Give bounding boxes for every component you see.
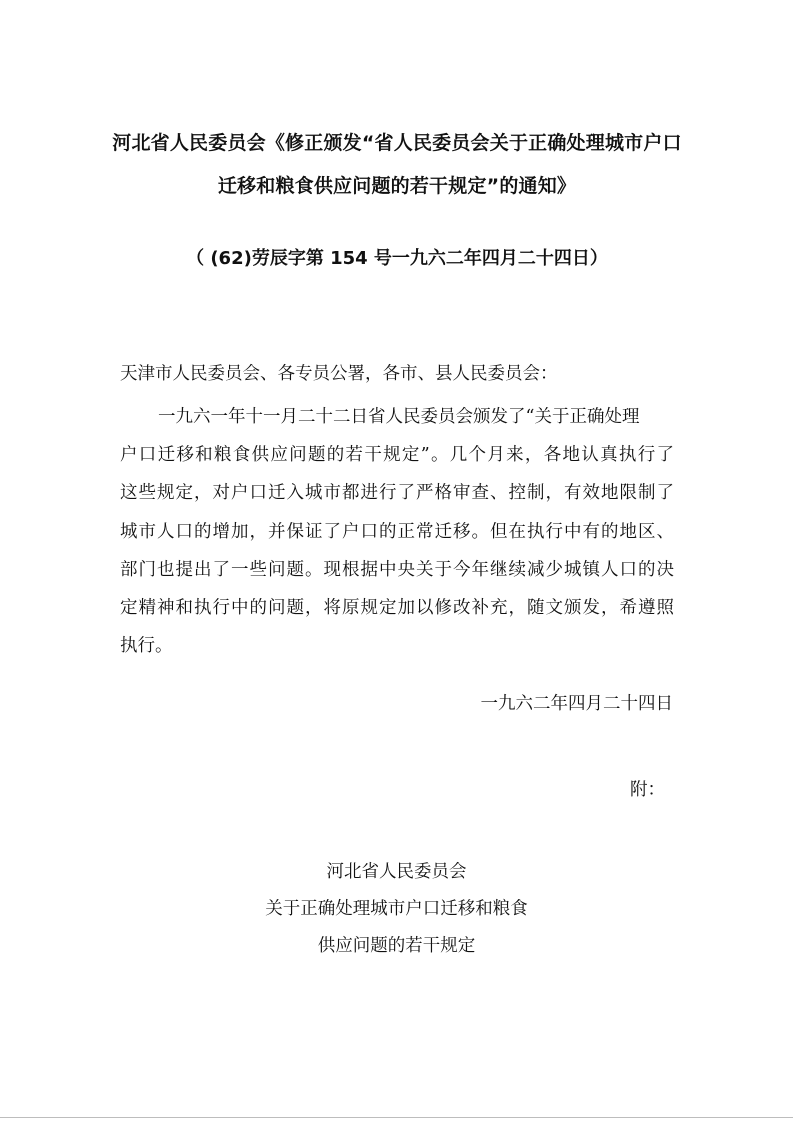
appendix-label: 附： [630, 780, 665, 800]
document-title-line-2: 迁移和粮食供应问题的若干规定”的通知》 [217, 175, 577, 197]
body-paragraph-line: 城市人口的增加，并保证了户口的正常迁移。但在执行中有的地区、 [120, 522, 674, 542]
document-reference-number: （ (62)劳辰字第 154 号一九六二年四月二十四日） [186, 248, 608, 269]
appendix-title-line: 供应问题的若干规定 [317, 936, 476, 956]
body-paragraph-line: 这些规定，对户口迁入城市都进行了严格审查、控制，有效地限制了 [120, 483, 674, 503]
document-title-line-1: 河北省人民委员会《修正颁发“省人民委员会关于正确处理城市户口 [112, 132, 682, 154]
body-paragraph-line: 一九六一年十一月二十二日省人民委员会颁发了“关于正确处理 [158, 407, 640, 427]
document-date: 一九六二年四月二十四日 [480, 694, 673, 714]
body-paragraph-line: 户口迁移和粮食供应问题的若干规定”。几个月来，各地认真执行了 [120, 445, 674, 465]
appendix-title-line: 河北省人民委员会 [326, 862, 467, 882]
appendix-title-line: 关于正确处理城市户口迁移和粮食 [265, 899, 528, 919]
body-paragraph-line: 部门也提出了一些问题。现根据中央关于今年继续减少城镇人口的决 [120, 560, 674, 580]
addressee-line: 天津市人民委员会、各专员公署，各市、县人民委员会： [120, 364, 558, 384]
body-paragraph-line: 定精神和执行中的问题，将原规定加以修改补充，随文颁发，希遵照 [120, 598, 674, 618]
page-bottom-divider [0, 1117, 793, 1118]
body-paragraph-line: 执行。 [120, 636, 173, 656]
